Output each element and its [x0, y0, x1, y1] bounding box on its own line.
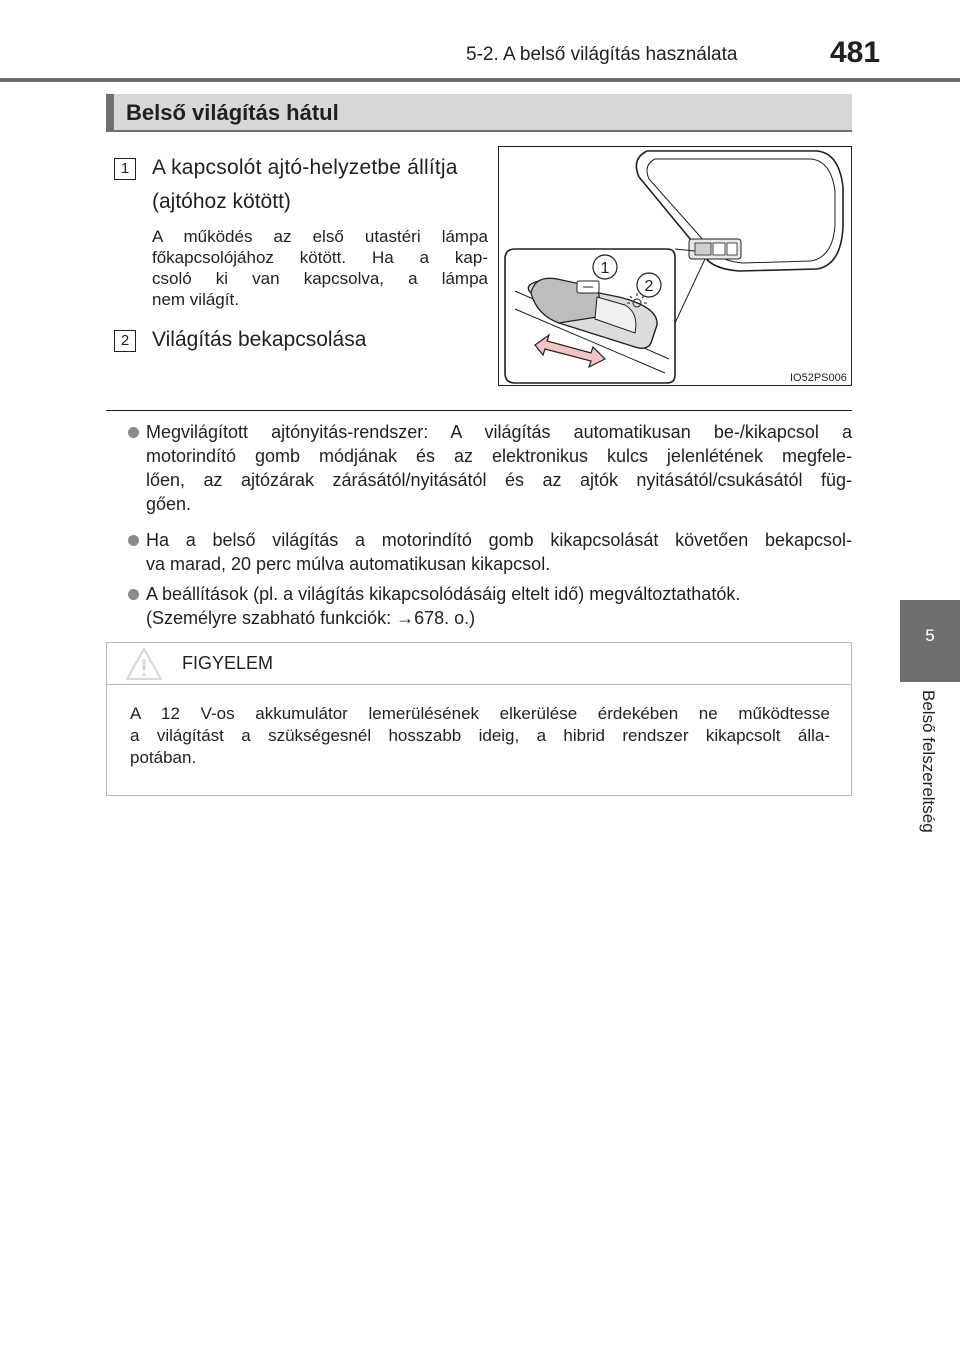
- chapter-tab-title: [900, 690, 960, 880]
- bullet-line: motorindító gomb módjának és az elektronikus kulcs jelenlétének megfele-: [146, 446, 852, 466]
- bullet-dot: [128, 535, 139, 546]
- warning-line: a világítást a szükségesnél hosszabb ideig, a hibrid rendszer kikapcsolt álla-: [130, 726, 830, 745]
- item-1-desc-line: csoló ki van kapcsolva, a lámpa: [152, 269, 488, 288]
- bullet-item-1: [146, 420, 852, 516]
- item-1-description: [152, 226, 488, 310]
- section-title-underline: [106, 130, 852, 132]
- item-1-desc-line: A működés az első utastéri lámpa: [152, 227, 488, 246]
- warning-line: potában.: [130, 748, 197, 767]
- bullet-line: lően, az ajtózárak zárásától/nyitásától és az ajtók nyitásától/csukásától füg-: [146, 470, 852, 490]
- rear-interior-light-illustration: [498, 146, 852, 386]
- bullet-item-2: [146, 528, 852, 576]
- bullet-line: Megvilágított ajtónyitás-rendszer: A világítás automatikusan be-/kikapcsol a: [146, 422, 852, 442]
- bullet-line: A beállítások (pl. a világítás kikapcsolódásáig eltelt idő) megváltoztathatók.: [146, 584, 741, 604]
- warning-text: [130, 703, 830, 769]
- section-title: Belső világítás hátul: [126, 100, 339, 125]
- light-switch-drawing: [499, 147, 851, 385]
- illustration-code: IO52PS006: [790, 372, 847, 384]
- running-header-section: 5-2. A belső világítás használata: [466, 44, 738, 65]
- item-number-1: 1: [114, 158, 136, 180]
- chapter-tab-title-text: Belső felszereltség: [919, 690, 938, 833]
- bullet-item-3: [146, 582, 852, 630]
- item-1-desc-line: főkapcsolójához kötött. Ha a kap-: [152, 248, 488, 267]
- item-1-title-line1: A kapcsolót ajtó-helyzetbe állítja: [152, 156, 458, 179]
- chapter-tab-number: 5: [925, 626, 935, 645]
- page-number: 481: [830, 36, 881, 69]
- item-number-2: 2: [114, 330, 136, 352]
- section-separator: [106, 410, 852, 411]
- bullet-line: gően.: [146, 494, 192, 514]
- warning-title: FIGYELEM: [182, 653, 274, 673]
- callout-1-label: 1: [600, 260, 610, 277]
- item-2-title: Világítás bekapcsolása: [152, 328, 367, 351]
- warning-line: A 12 V-os akkumulátor lemerülésének elkerülése érdekében ne működtesse: [130, 704, 830, 723]
- bullet-line: Ha a belső világítás a motorindító gomb kikapcsolását követően bekapcsol-: [146, 530, 852, 550]
- callout-2-label: 2: [644, 278, 654, 295]
- warning-divider: [107, 684, 851, 685]
- section-title-accent: [106, 94, 114, 130]
- bullet-line: (Személyre szabható funkciók: →678. o.): [146, 608, 476, 628]
- warning-triangle-icon: [124, 646, 164, 682]
- header-rule: [0, 78, 960, 82]
- bullet-line: va marad, 20 perc múlva automatikusan kikapcsol.: [146, 554, 551, 574]
- item-1-title-line2: (ajtóhoz kötött): [152, 190, 291, 213]
- item-1-desc-line: nem világít.: [152, 290, 239, 309]
- bullet-dot: [128, 427, 139, 438]
- bullet-dot: [128, 589, 139, 600]
